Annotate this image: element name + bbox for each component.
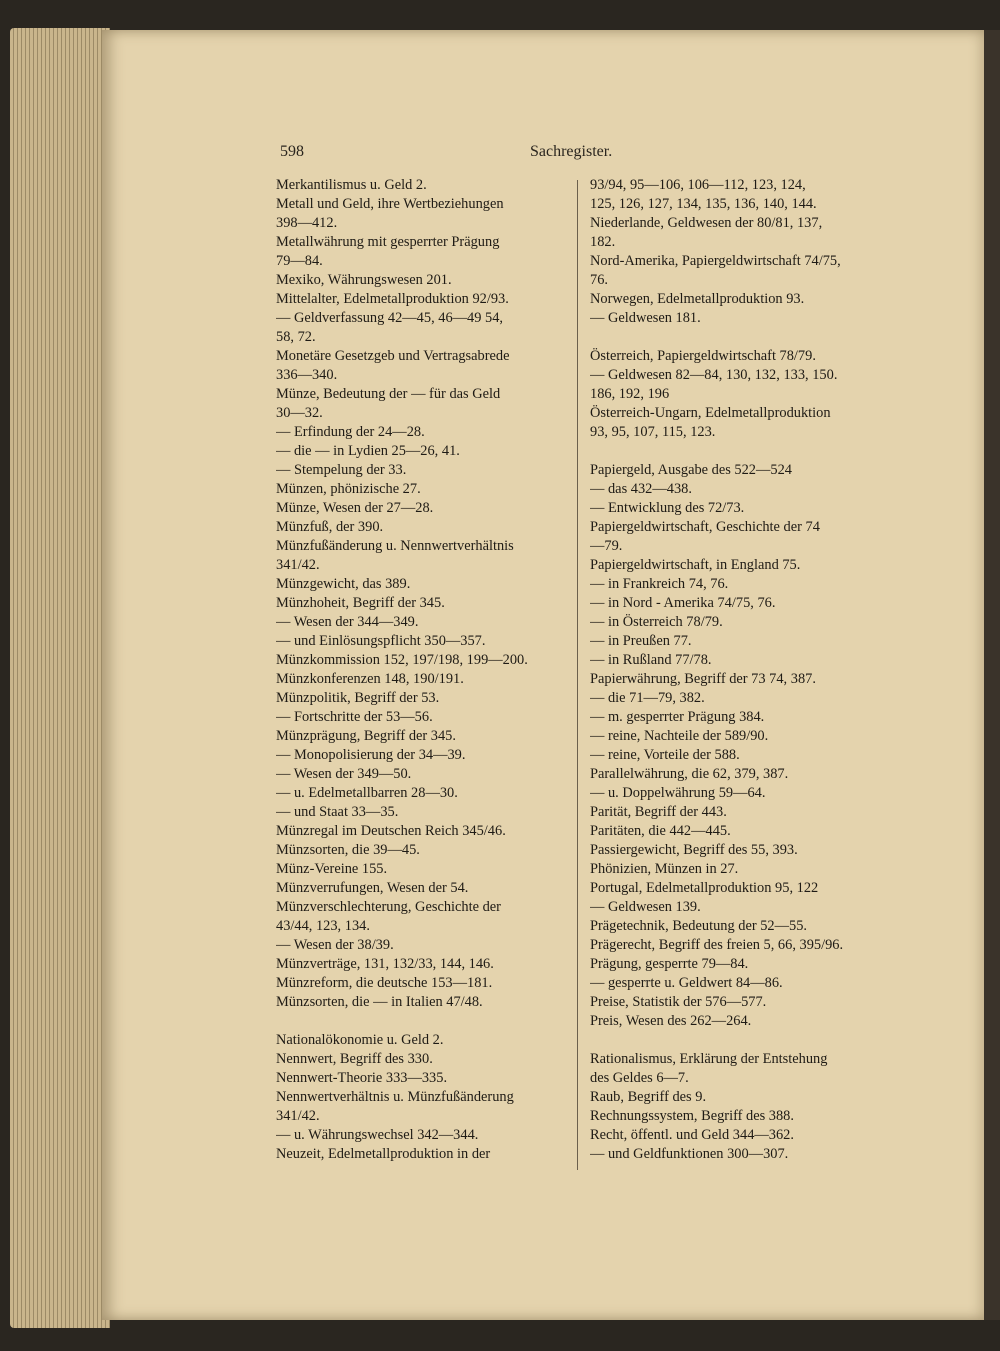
index-entry: Münzpolitik, Begriff der 53. xyxy=(276,690,440,706)
index-entry: 76. xyxy=(590,272,608,288)
index-entry: Parität, Begriff der 443. xyxy=(590,804,727,820)
index-entry: 93, 95, 107, 115, 123. xyxy=(590,424,716,440)
index-entry: 125, 126, 127, 134, 135, 136, 140, 144. xyxy=(590,196,817,212)
index-entry: Münzkommission 152, 197/198, 199—200. xyxy=(276,652,528,668)
index-entry: Rechnungssystem, Begriff des 388. xyxy=(590,1108,794,1124)
index-entry: Raub, Begriff des 9. xyxy=(590,1089,707,1105)
index-entry: 186, 192, 196 xyxy=(590,386,670,402)
index-entry: Prägerecht, Begriff des freien 5, 66, 395/96. xyxy=(590,937,844,953)
index-entry: Preise, Statistik der 576—577. xyxy=(590,994,767,1010)
column-divider xyxy=(577,180,578,1170)
index-entry: 93/94, 95—106, 106—112, 123, 124, xyxy=(590,177,806,193)
index-gap xyxy=(590,1031,882,1050)
index-entry: — m. gesperrter Prägung 384. xyxy=(590,709,765,725)
index-entry: — Erfindung der 24—28. xyxy=(276,424,425,440)
index-entry: Papierwährung, Begriff der 73 74, 387. xyxy=(590,671,816,687)
index-entry: Papiergeldwirtschaft, in England 75. xyxy=(590,557,801,573)
index-entry: 182. xyxy=(590,234,616,250)
index-entry: Münzkonferenzen 148, 190/191. xyxy=(276,671,464,687)
index-entry: Münzfußänderung u. Nennwertverhältnis xyxy=(276,538,514,554)
index-entry: 79—84. xyxy=(276,253,323,269)
index-gap xyxy=(590,442,882,461)
index-entry: — Wesen der 349—50. xyxy=(276,766,412,782)
index-entry: Münzverrufungen, Wesen der 54. xyxy=(276,880,469,896)
index-entry: 398—412. xyxy=(276,215,338,231)
index-entry: — in Österreich 78/79. xyxy=(590,614,723,630)
index-entry: — Fortschritte der 53—56. xyxy=(276,709,433,725)
index-entry: Preis, Wesen des 262—264. xyxy=(590,1013,752,1029)
index-entry: — reine, Vorteile der 588. xyxy=(590,747,740,763)
index-column-right xyxy=(590,176,882,1164)
index-entry: — Stempelung der 33. xyxy=(276,462,407,478)
index-entry: Münzverschlechterung, Geschichte der xyxy=(276,899,501,915)
index-entry: — Wesen der 38/39. xyxy=(276,937,394,953)
index-entry: — Geldwesen 139. xyxy=(590,899,701,915)
index-entry: Münzreform, die deutsche 153—181. xyxy=(276,975,493,991)
index-entry: Münz-Vereine 155. xyxy=(276,861,388,877)
index-entry: Münze, Wesen der 27—28. xyxy=(276,500,434,516)
index-entry: Paritäten, die 442—445. xyxy=(590,823,731,839)
index-entry: — in Preußen 77. xyxy=(590,633,692,649)
index-entry: — u. Währungswechsel 342—344. xyxy=(276,1127,479,1143)
index-entry: Nationalökonomie u. Geld 2. xyxy=(276,1032,444,1048)
page-number: 598 xyxy=(280,143,304,160)
index-entry: Metallwährung mit gesperrter Prägung xyxy=(276,234,500,250)
index-entry: Parallelwährung, die 62, 379, 387. xyxy=(590,766,789,782)
index-entry: — und Staat 33—35. xyxy=(276,804,399,820)
index-entry: Passiergewicht, Begriff des 55, 393. xyxy=(590,842,798,858)
index-entry: — das 432—438. xyxy=(590,481,692,497)
index-entry: des Geldes 6—7. xyxy=(590,1070,689,1086)
index-entry: Münzen, phönizische 27. xyxy=(276,481,421,497)
index-entry: Münzsorten, die — in Italien 47/48. xyxy=(276,994,483,1010)
index-entry: — u. Edelmetallbarren 28—30. xyxy=(276,785,458,801)
index-entry: Mexiko, Währungswesen 201. xyxy=(276,272,452,288)
index-entry: Österreich, Papiergeldwirtschaft 78/79. xyxy=(590,348,816,364)
page-stack-edge xyxy=(10,28,110,1328)
index-entry: Nennwertverhältnis u. Münzfußänderung xyxy=(276,1089,514,1105)
index-entry: Portugal, Edelmetallproduktion 95, 122 xyxy=(590,880,819,896)
index-entry: Papiergeld, Ausgabe des 522—524 xyxy=(590,462,792,478)
index-entry: — die — in Lydien 25—26, 41. xyxy=(276,443,460,459)
index-entry: — Entwicklung des 72/73. xyxy=(590,500,745,516)
index-entry: 336—340. xyxy=(276,367,338,383)
index-entry: — Wesen der 344—349. xyxy=(276,614,419,630)
index-entry: Österreich-Ungarn, Edelmetallproduktion xyxy=(590,405,831,421)
index-entry: —79. xyxy=(590,538,623,554)
index-entry: — reine, Nachteile der 589/90. xyxy=(590,728,769,744)
index-entry: Münzsorten, die 39—45. xyxy=(276,842,420,858)
index-entry: Münzhoheit, Begriff der 345. xyxy=(276,595,445,611)
index-entry: Norwegen, Edelmetallproduktion 93. xyxy=(590,291,805,307)
index-entry: Papiergeldwirtschaft, Geschichte der 74 xyxy=(590,519,820,535)
index-entry: — und Einlösungspflicht 350—357. xyxy=(276,633,486,649)
index-entry: — in Rußland 77/78. xyxy=(590,652,712,668)
index-entry: Nennwert-Theorie 333—335. xyxy=(276,1070,448,1086)
page-header xyxy=(280,143,620,163)
index-entry: — u. Doppelwährung 59—64. xyxy=(590,785,766,801)
index-entry: Metall und Geld, ihre Wertbeziehungen xyxy=(276,196,504,212)
index-entry: — und Geldfunktionen 300—307. xyxy=(590,1146,789,1162)
index-gap xyxy=(276,1012,568,1031)
index-entry: Münze, Bedeutung der — für das Geld xyxy=(276,386,501,402)
binding-edge xyxy=(984,30,1000,1320)
index-gap xyxy=(590,328,882,347)
index-entry: Merkantilismus u. Geld 2. xyxy=(276,177,427,193)
index-entry: Mittelalter, Edelmetallproduktion 92/93. xyxy=(276,291,509,307)
index-entry: 30—32. xyxy=(276,405,323,421)
index-entry: Prägetechnik, Bedeutung der 52—55. xyxy=(590,918,808,934)
index-entry: Rationalismus, Erklärung der Entstehung xyxy=(590,1051,828,1067)
running-head: Sachregister. xyxy=(530,143,613,160)
index-entry: Münzfuß, der 390. xyxy=(276,519,384,535)
index-entry: — gesperrte u. Geldwert 84—86. xyxy=(590,975,783,991)
index-entry: Münzverträge, 131, 132/33, 144, 146. xyxy=(276,956,494,972)
index-column-left xyxy=(276,176,568,1164)
index-entry: Neuzeit, Edelmetallproduktion in der xyxy=(276,1146,491,1162)
index-entry: 341/42. xyxy=(276,1108,320,1124)
index-entry: Münzprägung, Begriff der 345. xyxy=(276,728,456,744)
index-entry: — die 71—79, 382. xyxy=(590,690,705,706)
index-entry: Niederlande, Geldwesen der 80/81, 137, xyxy=(590,215,823,231)
index-entry: — Geldwesen 181. xyxy=(590,310,701,326)
index-entry: 43/44, 123, 134. xyxy=(276,918,370,934)
index-entry: — Geldwesen 82—84, 130, 132, 133, 150. xyxy=(590,367,838,383)
index-entry: Münzgewicht, das 389. xyxy=(276,576,411,592)
index-entry: Recht, öffentl. und Geld 344—362. xyxy=(590,1127,794,1143)
index-entry: 341/42. xyxy=(276,557,320,573)
index-entry: — Monopolisierung der 34—39. xyxy=(276,747,466,763)
index-entry: Münzregal im Deutschen Reich 345/46. xyxy=(276,823,506,839)
index-entry: 58, 72. xyxy=(276,329,316,345)
index-entry: Monetäre Gesetzgeb und Vertragsabrede xyxy=(276,348,510,364)
index-entry: Prägung, gesperrte 79—84. xyxy=(590,956,749,972)
index-entry: — in Nord - Amerika 74/75, 76. xyxy=(590,595,776,611)
index-entry: — Geldverfassung 42—45, 46—49 54, xyxy=(276,310,504,326)
index-entry: Phönizien, Münzen in 27. xyxy=(590,861,739,877)
index-entry: — in Frankreich 74, 76. xyxy=(590,576,729,592)
index-entry: Nennwert, Begriff des 330. xyxy=(276,1051,433,1067)
index-entry: Nord-Amerika, Papiergeldwirtschaft 74/75, xyxy=(590,253,841,269)
